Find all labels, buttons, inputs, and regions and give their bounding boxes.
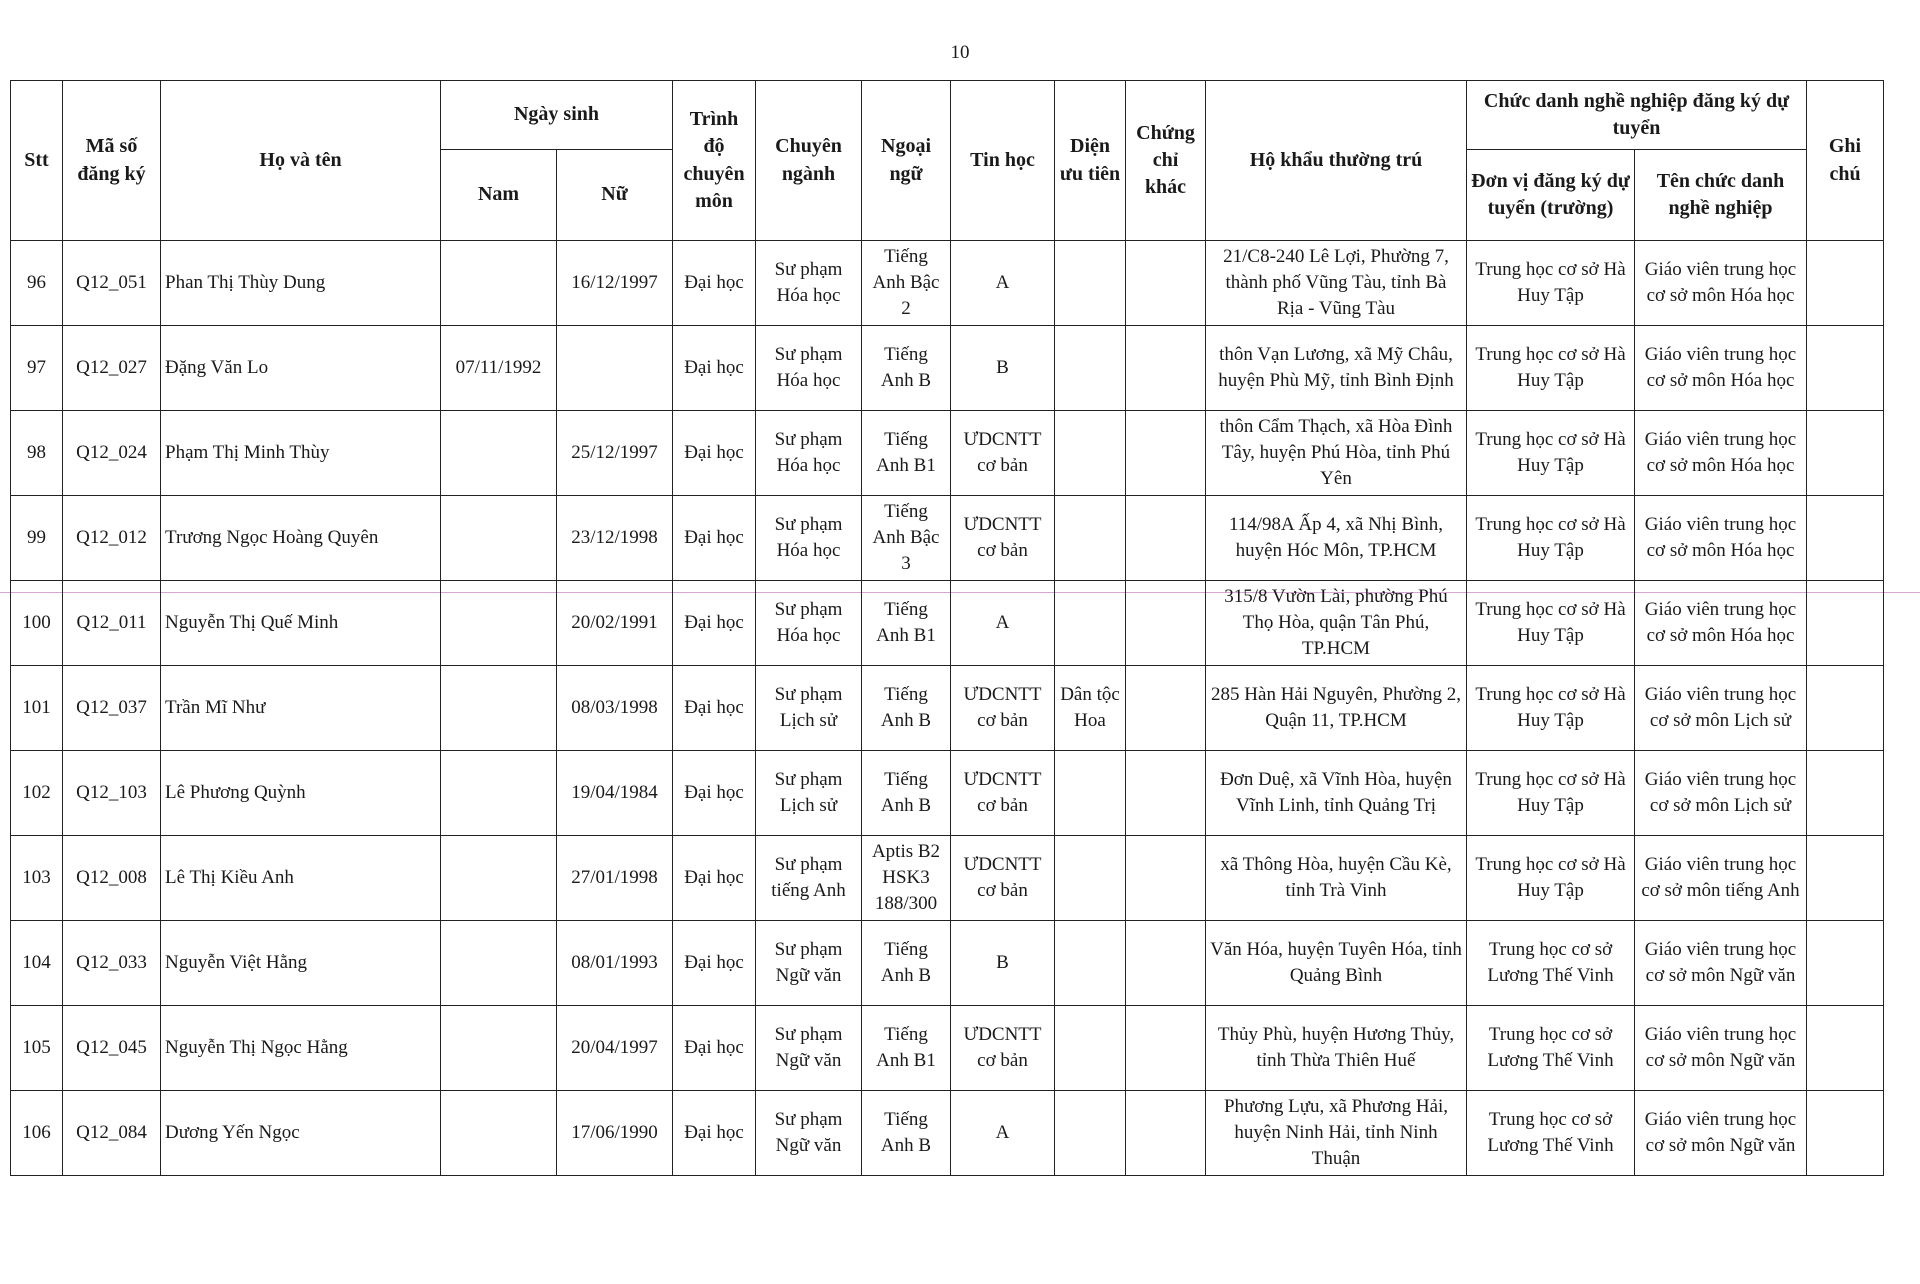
- cell-ma-so: Q12_051: [63, 241, 161, 326]
- cell-chuyen-nganh: Sư phạm Ngữ văn: [756, 921, 862, 1006]
- cell-ho-ten: Phạm Thị Minh Thùy: [161, 411, 441, 496]
- cell-ho-ten: Trương Ngọc Hoàng Quyên: [161, 496, 441, 581]
- cell-ngoai-ngu: Tiếng Anh B: [862, 921, 951, 1006]
- cell-ma-so: Q12_024: [63, 411, 161, 496]
- cell-tin-hoc: B: [951, 921, 1055, 1006]
- cell-ngay-sinh-nu: 17/06/1990: [557, 1091, 673, 1176]
- cell-chung-chi: [1126, 326, 1206, 411]
- cell-ma-so: Q12_011: [63, 581, 161, 666]
- cell-ngay-sinh-nu: [557, 326, 673, 411]
- cell-chuyen-nganh: Sư phạm tiếng Anh: [756, 836, 862, 921]
- cell-ngoai-ngu: Tiếng Anh B: [862, 751, 951, 836]
- cell-ho-khau: xã Thông Hòa, huyện Cầu Kè, tỉnh Trà Vinh: [1206, 836, 1467, 921]
- cell-dien-uu-tien: Dân tộc Hoa: [1055, 666, 1126, 751]
- cell-tin-hoc: A: [951, 1091, 1055, 1176]
- cell-don-vi: Trung học cơ sở Hà Huy Tập: [1467, 666, 1635, 751]
- cell-chung-chi: [1126, 666, 1206, 751]
- cell-ngoai-ngu: Tiếng Anh B1: [862, 411, 951, 496]
- cell-dien-uu-tien: [1055, 836, 1126, 921]
- cell-chuc-danh: Giáo viên trung học cơ sở môn Hóa học: [1635, 326, 1807, 411]
- cell-ma-so: Q12_103: [63, 751, 161, 836]
- header-nu: Nữ: [557, 150, 673, 241]
- cell-ho-ten: Dương Yến Ngọc: [161, 1091, 441, 1176]
- cell-stt: 101: [11, 666, 63, 751]
- header-ho-ten: Họ và tên: [161, 81, 441, 241]
- cell-trinh-do: Đại học: [673, 1006, 756, 1091]
- cell-ho-khau: 285 Hàn Hải Nguyên, Phường 2, Quận 11, TP.HCM: [1206, 666, 1467, 751]
- cell-ho-ten: Nguyễn Thị Ngọc Hằng: [161, 1006, 441, 1091]
- cell-chung-chi: [1126, 836, 1206, 921]
- cell-ngoai-ngu: Tiếng Anh B1: [862, 1006, 951, 1091]
- cell-ho-ten: Nguyễn Thị Quế Minh: [161, 581, 441, 666]
- header-row-1: [11, 81, 1884, 150]
- cell-ghi-chu: [1807, 751, 1884, 836]
- table-row: [11, 1006, 1884, 1091]
- cell-ghi-chu: [1807, 1091, 1884, 1176]
- header-dien-uu-tien: Diện ưu tiên: [1055, 81, 1126, 241]
- cell-ngay-sinh-nam: [441, 751, 557, 836]
- cell-ngay-sinh-nam: [441, 836, 557, 921]
- cell-chuc-danh: Giáo viên trung học cơ sở môn Ngữ văn: [1635, 1006, 1807, 1091]
- cell-ho-khau: 114/98A Ấp 4, xã Nhị Bình, huyện Hóc Môn, TP.HCM: [1206, 496, 1467, 581]
- cell-don-vi: Trung học cơ sở Hà Huy Tập: [1467, 241, 1635, 326]
- cell-chung-chi: [1126, 496, 1206, 581]
- cell-trinh-do: Đại học: [673, 751, 756, 836]
- cell-chuyen-nganh: Sư phạm Lịch sử: [756, 666, 862, 751]
- cell-ghi-chu: [1807, 921, 1884, 1006]
- cell-ngoai-ngu: Tiếng Anh B: [862, 326, 951, 411]
- cell-trinh-do: Đại học: [673, 921, 756, 1006]
- cell-ngoai-ngu: Aptis B2 HSK3 188/300: [862, 836, 951, 921]
- cell-ho-khau: 315/8 Vườn Lài, phường Phú Thọ Hòa, quận Tân Phú, TP.HCM: [1206, 581, 1467, 666]
- cell-chuc-danh: Giáo viên trung học cơ sở môn Ngữ văn: [1635, 921, 1807, 1006]
- cell-dien-uu-tien: [1055, 581, 1126, 666]
- cell-don-vi: Trung học cơ sở Lương Thế Vinh: [1467, 921, 1635, 1006]
- table-row: [11, 326, 1884, 411]
- cell-dien-uu-tien: [1055, 1006, 1126, 1091]
- cell-ho-khau: Thủy Phù, huyện Hương Thủy, tỉnh Thừa Thiên Huế: [1206, 1006, 1467, 1091]
- cell-chuc-danh: Giáo viên trung học cơ sở môn Hóa học: [1635, 496, 1807, 581]
- cell-ngay-sinh-nam: [441, 411, 557, 496]
- cell-ngay-sinh-nu: 19/04/1984: [557, 751, 673, 836]
- cell-ngay-sinh-nu: 16/12/1997: [557, 241, 673, 326]
- cell-tin-hoc: ƯDCNTT cơ bản: [951, 1006, 1055, 1091]
- cell-ghi-chu: [1807, 581, 1884, 666]
- cell-stt: 103: [11, 836, 63, 921]
- header-chuc-danh-group: Chức danh nghề nghiệp đăng ký dự tuyển: [1467, 81, 1807, 150]
- cell-don-vi: Trung học cơ sở Hà Huy Tập: [1467, 836, 1635, 921]
- cell-chuc-danh: Giáo viên trung học cơ sở môn Lịch sử: [1635, 666, 1807, 751]
- cell-trinh-do: Đại học: [673, 1091, 756, 1176]
- cell-ngay-sinh-nam: [441, 241, 557, 326]
- cell-tin-hoc: ƯDCNTT cơ bản: [951, 666, 1055, 751]
- cell-don-vi: Trung học cơ sở Lương Thế Vinh: [1467, 1091, 1635, 1176]
- cell-stt: 96: [11, 241, 63, 326]
- cell-ghi-chu: [1807, 411, 1884, 496]
- cell-dien-uu-tien: [1055, 751, 1126, 836]
- cell-trinh-do: Đại học: [673, 241, 756, 326]
- cell-chung-chi: [1126, 1091, 1206, 1176]
- table-row: [11, 751, 1884, 836]
- cell-dien-uu-tien: [1055, 241, 1126, 326]
- cell-ho-ten: Nguyễn Việt Hằng: [161, 921, 441, 1006]
- page-number: 10: [950, 42, 970, 63]
- cell-ngay-sinh-nam: [441, 921, 557, 1006]
- table-row: [11, 1091, 1884, 1176]
- cell-chuyen-nganh: Sư phạm Hóa học: [756, 581, 862, 666]
- cell-ngay-sinh-nu: 08/03/1998: [557, 666, 673, 751]
- cell-chuyen-nganh: Sư phạm Hóa học: [756, 496, 862, 581]
- cell-ho-khau: thôn Vạn Lương, xã Mỹ Châu, huyện Phù Mỹ, tỉnh Bình Định: [1206, 326, 1467, 411]
- header-ngoai-ngu: Ngoại ngữ: [862, 81, 951, 241]
- cell-trinh-do: Đại học: [673, 496, 756, 581]
- cell-chuyen-nganh: Sư phạm Lịch sử: [756, 751, 862, 836]
- cell-ngay-sinh-nu: 23/12/1998: [557, 496, 673, 581]
- cell-trinh-do: Đại học: [673, 666, 756, 751]
- header-ten-chuc-danh: Tên chức danh nghề nghiệp: [1635, 150, 1807, 241]
- header-ma-so: Mã số đăng ký: [63, 81, 161, 241]
- cell-ngoai-ngu: Tiếng Anh Bậc 2: [862, 241, 951, 326]
- cell-chung-chi: [1126, 751, 1206, 836]
- cell-ngay-sinh-nam: 07/11/1992: [441, 326, 557, 411]
- cell-ghi-chu: [1807, 836, 1884, 921]
- cell-trinh-do: Đại học: [673, 411, 756, 496]
- cell-trinh-do: Đại học: [673, 836, 756, 921]
- cell-don-vi: Trung học cơ sở Hà Huy Tập: [1467, 581, 1635, 666]
- cell-tin-hoc: ƯDCNTT cơ bản: [951, 836, 1055, 921]
- cell-chuc-danh: Giáo viên trung học cơ sở môn Hóa học: [1635, 241, 1807, 326]
- cell-don-vi: Trung học cơ sở Hà Huy Tập: [1467, 411, 1635, 496]
- cell-ngoai-ngu: Tiếng Anh B: [862, 666, 951, 751]
- table-row: [11, 496, 1884, 581]
- cell-dien-uu-tien: [1055, 921, 1126, 1006]
- cell-chuc-danh: Giáo viên trung học cơ sở môn Hóa học: [1635, 411, 1807, 496]
- cell-tin-hoc: A: [951, 241, 1055, 326]
- header-chuyen-nganh: Chuyên ngành: [756, 81, 862, 241]
- cell-ho-khau: Đơn Duệ, xã Vĩnh Hòa, huyện Vĩnh Linh, tỉnh Quảng Trị: [1206, 751, 1467, 836]
- cell-stt: 102: [11, 751, 63, 836]
- cell-dien-uu-tien: [1055, 1091, 1126, 1176]
- header-don-vi: Đơn vị đăng ký dự tuyển (trường): [1467, 150, 1635, 241]
- registration-table: [10, 80, 1884, 1176]
- cell-chuyen-nganh: Sư phạm Hóa học: [756, 411, 862, 496]
- cell-ho-khau: thôn Cẩm Thạch, xã Hòa Đình Tây, huyện Phú Hòa, tỉnh Phú Yên: [1206, 411, 1467, 496]
- cell-stt: 104: [11, 921, 63, 1006]
- cell-ho-khau: 21/C8-240 Lê Lợi, Phường 7, thành phố Vũng Tàu, tỉnh Bà Rịa - Vũng Tàu: [1206, 241, 1467, 326]
- cell-dien-uu-tien: [1055, 496, 1126, 581]
- cell-ngoai-ngu: Tiếng Anh Bậc 3: [862, 496, 951, 581]
- cell-don-vi: Trung học cơ sở Hà Huy Tập: [1467, 496, 1635, 581]
- cell-tin-hoc: ƯDCNTT cơ bản: [951, 496, 1055, 581]
- cell-ngay-sinh-nu: 27/01/1998: [557, 836, 673, 921]
- cell-chuyen-nganh: Sư phạm Ngữ văn: [756, 1091, 862, 1176]
- cell-stt: 99: [11, 496, 63, 581]
- cell-ho-khau: Văn Hóa, huyện Tuyên Hóa, tỉnh Quảng Bình: [1206, 921, 1467, 1006]
- cell-ho-ten: Trần Mĩ Như: [161, 666, 441, 751]
- cell-trinh-do: Đại học: [673, 326, 756, 411]
- cell-ghi-chu: [1807, 241, 1884, 326]
- cell-tin-hoc: B: [951, 326, 1055, 411]
- cell-dien-uu-tien: [1055, 326, 1126, 411]
- cell-ngay-sinh-nu: 25/12/1997: [557, 411, 673, 496]
- cell-ma-so: Q12_045: [63, 1006, 161, 1091]
- cell-ngay-sinh-nu: 20/04/1997: [557, 1006, 673, 1091]
- cell-ngoai-ngu: Tiếng Anh B1: [862, 581, 951, 666]
- cell-stt: 98: [11, 411, 63, 496]
- table-row: [11, 581, 1884, 666]
- cell-trinh-do: Đại học: [673, 581, 756, 666]
- cell-ghi-chu: [1807, 326, 1884, 411]
- cell-ngay-sinh-nam: [441, 581, 557, 666]
- cell-stt: 105: [11, 1006, 63, 1091]
- cell-chuyen-nganh: Sư phạm Hóa học: [756, 326, 862, 411]
- cell-ho-ten: Lê Thị Kiều Anh: [161, 836, 441, 921]
- table-row: [11, 666, 1884, 751]
- cell-stt: 100: [11, 581, 63, 666]
- cell-ma-so: Q12_027: [63, 326, 161, 411]
- header-ngay-sinh: Ngày sinh: [441, 81, 673, 150]
- cell-ngay-sinh-nam: [441, 1091, 557, 1176]
- header-stt: Stt: [11, 81, 63, 241]
- cell-chuyen-nganh: Sư phạm Hóa học: [756, 241, 862, 326]
- table-row: [11, 411, 1884, 496]
- cell-ngay-sinh-nam: [441, 666, 557, 751]
- cell-ghi-chu: [1807, 666, 1884, 751]
- cell-chung-chi: [1126, 921, 1206, 1006]
- table-row: [11, 241, 1884, 326]
- table-row: [11, 921, 1884, 1006]
- header-chung-chi: Chứng chỉ khác: [1126, 81, 1206, 241]
- cell-ghi-chu: [1807, 1006, 1884, 1091]
- cell-ma-so: Q12_084: [63, 1091, 161, 1176]
- cell-ngay-sinh-nu: 20/02/1991: [557, 581, 673, 666]
- cell-ngoai-ngu: Tiếng Anh B: [862, 1091, 951, 1176]
- header-ho-khau: Hộ khẩu thường trú: [1206, 81, 1467, 241]
- cell-chuc-danh: Giáo viên trung học cơ sở môn Hóa học: [1635, 581, 1807, 666]
- cell-ma-so: Q12_037: [63, 666, 161, 751]
- header-nam: Nam: [441, 150, 557, 241]
- cell-ho-ten: Đặng Văn Lo: [161, 326, 441, 411]
- cell-tin-hoc: ƯDCNTT cơ bản: [951, 751, 1055, 836]
- table-row: [11, 836, 1884, 921]
- cell-ngay-sinh-nam: [441, 496, 557, 581]
- cell-don-vi: Trung học cơ sở Hà Huy Tập: [1467, 326, 1635, 411]
- cell-don-vi: Trung học cơ sở Lương Thế Vinh: [1467, 1006, 1635, 1091]
- header-tin-hoc: Tin học: [951, 81, 1055, 241]
- cell-ma-so: Q12_012: [63, 496, 161, 581]
- header-trinh-do: Trình độ chuyên môn: [673, 81, 756, 241]
- cell-stt: 97: [11, 326, 63, 411]
- cell-ho-ten: Phan Thị Thùy Dung: [161, 241, 441, 326]
- cell-chuc-danh: Giáo viên trung học cơ sở môn tiếng Anh: [1635, 836, 1807, 921]
- header-ghi-chu: Ghi chú: [1807, 81, 1884, 241]
- cell-ho-ten: Lê Phương Quỳnh: [161, 751, 441, 836]
- cell-ho-khau: Phương Lựu, xã Phương Hải, huyện Ninh Hải, tỉnh Ninh Thuận: [1206, 1091, 1467, 1176]
- cell-chung-chi: [1126, 1006, 1206, 1091]
- cell-chung-chi: [1126, 581, 1206, 666]
- cell-chuyen-nganh: Sư phạm Ngữ văn: [756, 1006, 862, 1091]
- cell-tin-hoc: A: [951, 581, 1055, 666]
- cell-chung-chi: [1126, 411, 1206, 496]
- cell-ma-so: Q12_033: [63, 921, 161, 1006]
- cell-ngay-sinh-nu: 08/01/1993: [557, 921, 673, 1006]
- cell-chuc-danh: Giáo viên trung học cơ sở môn Lịch sử: [1635, 751, 1807, 836]
- cell-dien-uu-tien: [1055, 411, 1126, 496]
- cell-ghi-chu: [1807, 496, 1884, 581]
- cell-tin-hoc: ƯDCNTT cơ bản: [951, 411, 1055, 496]
- cell-ngay-sinh-nam: [441, 1006, 557, 1091]
- cell-don-vi: Trung học cơ sở Hà Huy Tập: [1467, 751, 1635, 836]
- cell-chuc-danh: Giáo viên trung học cơ sở môn Ngữ văn: [1635, 1091, 1807, 1176]
- cell-ma-so: Q12_008: [63, 836, 161, 921]
- cell-chung-chi: [1126, 241, 1206, 326]
- cell-stt: 106: [11, 1091, 63, 1176]
